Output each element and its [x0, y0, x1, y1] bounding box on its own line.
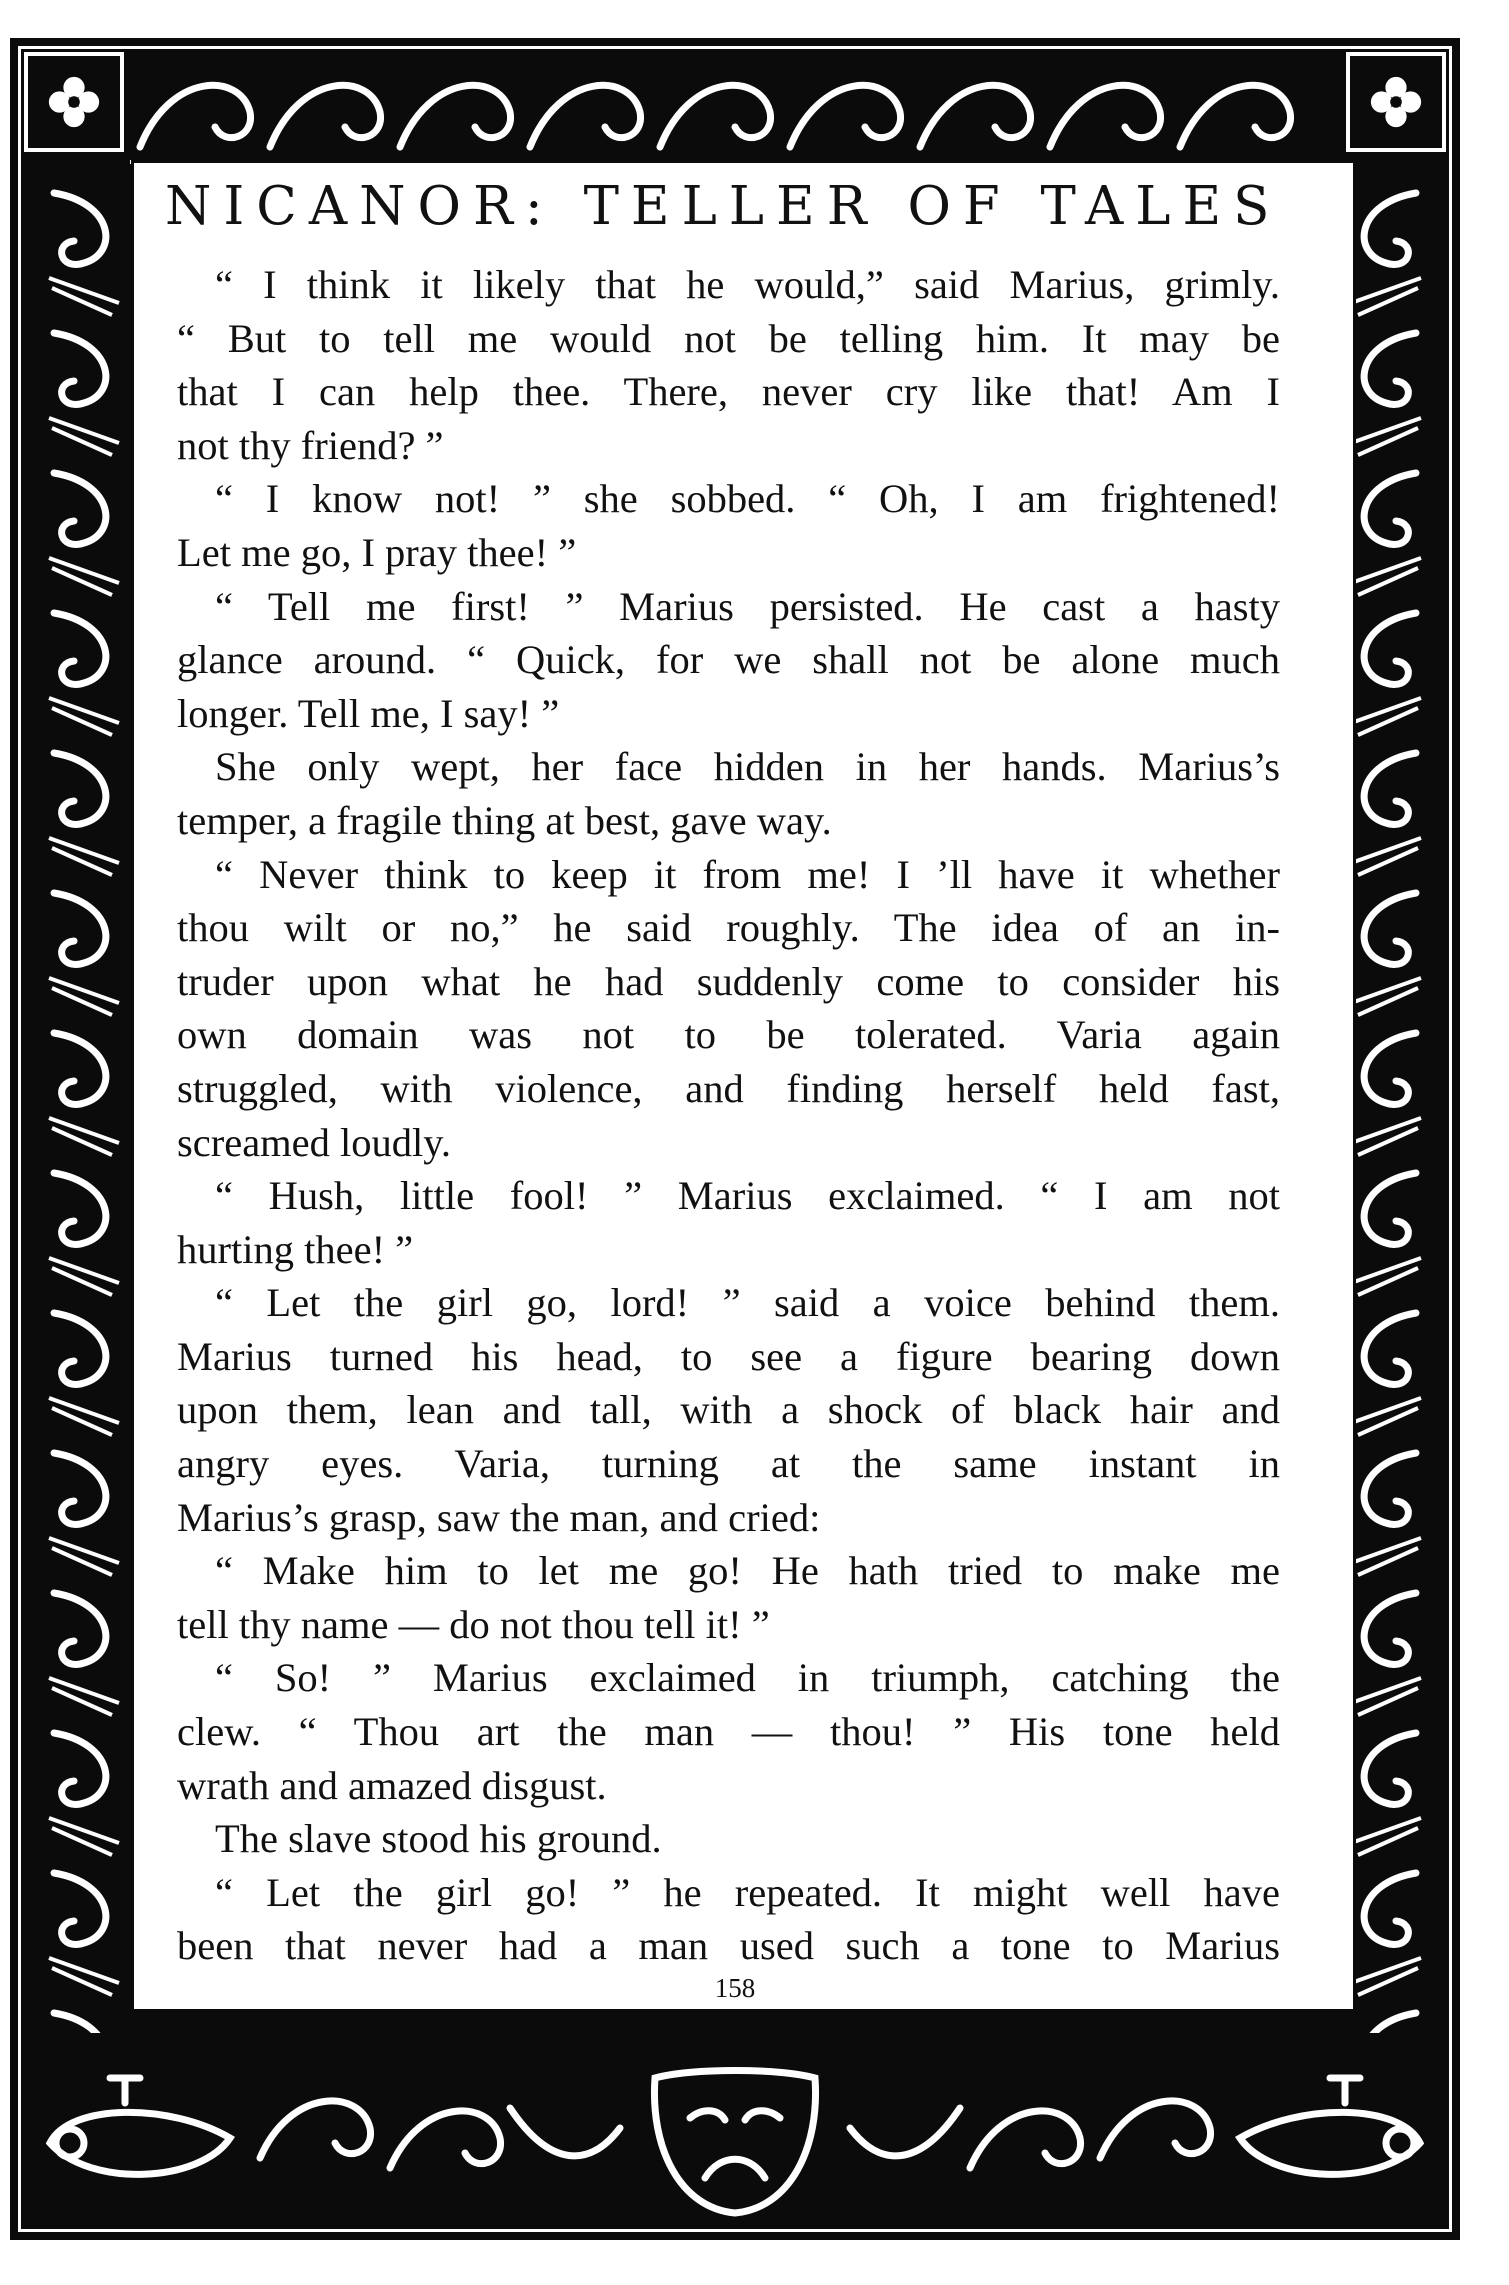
tragedy-mask-icon [654, 2071, 815, 2214]
acanthus-leaf-icon [1341, 183, 1446, 2033]
oil-lamp-icon [50, 2078, 230, 2174]
text-line: “ Let the girl go, lord! ” said a voice behind them. [215, 1280, 1280, 1326]
text-line: thou wilt or no,” he said roughly. The idea of an in- [177, 905, 1280, 951]
flower-rosette-icon [1367, 73, 1425, 131]
text-line: not thy friend? ” [177, 422, 444, 468]
text-line: clew. “ Thou art the man — thou! ” His tone held [177, 1709, 1280, 1755]
text-line: temper, a fragile thing at best, gave way. [177, 797, 832, 843]
text-line: “ Tell me first! ” Marius persisted. He cast a hasty [215, 583, 1280, 629]
text-line: truder upon what he had suddenly come to consider his [177, 958, 1280, 1004]
scroll-vine-icon [260, 2101, 371, 2158]
text-line: longer. Tell me, I say! ” [177, 690, 560, 736]
corner-ornament-top-right [1346, 52, 1446, 152]
running-head: NICANOR: TELLER OF TALES [165, 176, 1282, 237]
page-number: 158 [714, 1973, 756, 2003]
text-line: screamed loudly. [177, 1119, 452, 1165]
left-leaf-band [24, 183, 129, 2033]
text-line: wrath and amazed disgust. [177, 1762, 607, 1808]
oil-lamp-icon [1240, 2078, 1420, 2174]
text-line: The slave stood his ground. [215, 1816, 662, 1862]
text-line: tell thy name — do not thou tell it! ” [177, 1601, 770, 1647]
body-text [177, 258, 1280, 1973]
text-line: “ I know not! ” she sobbed. “ Oh, I am frightened! [215, 476, 1280, 522]
text-line: “ Let the girl go! ” he repeated. It might well have [215, 1869, 1280, 1915]
corner-ornament-top-left [24, 52, 124, 152]
text-line: “ Hush, little fool! ” Marius exclaimed. “ I am not [215, 1173, 1280, 1219]
text-line: “ Make him to let me go! He hath tried to make me [215, 1548, 1280, 1594]
right-leaf-band [1341, 183, 1446, 2033]
text-line: own domain was not to be tolerated. Varia again [177, 1012, 1280, 1058]
top-scroll-band [130, 52, 1340, 172]
scroll-vine-icon [130, 85, 1340, 162]
text-line: been that never had a man used such a tone to Marius [177, 1923, 1280, 1969]
bottom-ornament-band [30, 2048, 1440, 2220]
text-line: Let me go, I pray thee! ” [177, 529, 577, 575]
text-line: Marius turned his head, to see a figure bearing down [177, 1333, 1280, 1379]
text-line: that I can help thee. There, never cry like that! Am I [177, 369, 1280, 415]
text-line: angry eyes. Varia, turning at the same instant in [177, 1441, 1280, 1487]
text-line: “ I think it likely that he would,” said Marius, grimly. [215, 262, 1280, 307]
text-line: hurting thee! ” [177, 1226, 414, 1272]
text-line: struggled, with violence, and finding herself held fast, [177, 1065, 1280, 1111]
flower-rosette-icon [45, 73, 103, 131]
text-line: Marius’s grasp, saw the man, and cried: [177, 1494, 821, 1540]
text-line: “ But to tell me would not be telling him. It may be [177, 315, 1280, 361]
text-line: “ So! ” Marius exclaimed in triumph, catching the [215, 1655, 1280, 1701]
text-line: upon them, lean and tall, with a shock of black hair and [177, 1387, 1280, 1433]
text-line: “ Never think to keep it from me! I ’ll have it whether [215, 851, 1280, 897]
text-line: She only wept, her face hidden in her hands. Marius’s [215, 744, 1280, 790]
text-line: glance around. “ Quick, for we shall not be alone much [177, 637, 1280, 683]
acanthus-leaf-icon [24, 183, 129, 2033]
